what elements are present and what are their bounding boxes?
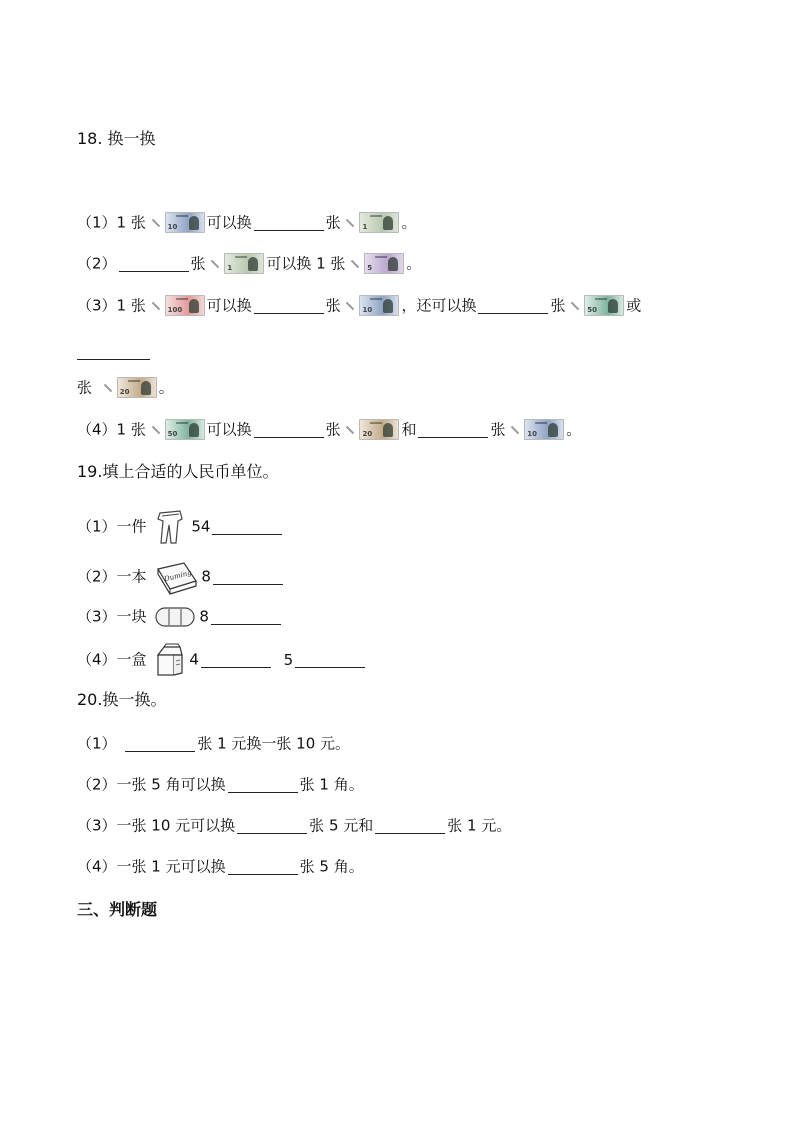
q19-item-4 <box>77 641 367 677</box>
answer-blank[interactable] <box>201 651 271 668</box>
pen-mark-icon <box>571 301 579 309</box>
item-text: 可以换 <box>206 213 252 232</box>
answer-blank[interactable] <box>119 255 189 272</box>
pen-mark-icon <box>346 425 354 433</box>
item-text: 张 <box>550 296 566 315</box>
q18-item-3 <box>77 292 641 318</box>
q20-title: 20.换一换。 <box>77 690 167 709</box>
item-value: 8 <box>199 607 209 626</box>
answer-blank[interactable] <box>478 297 548 314</box>
svg-text:Duming: Duming <box>163 568 193 583</box>
banknote-icon: 20 <box>117 377 157 398</box>
q18-item-3-end <box>77 374 174 400</box>
q18-item-2 <box>77 250 421 276</box>
q18-item-1 <box>77 209 416 235</box>
item-text: 张 <box>490 420 506 439</box>
q18-title: 18. 换一换 <box>77 129 156 148</box>
item-label: （2）一本 <box>77 567 147 586</box>
answer-blank[interactable] <box>254 297 324 314</box>
pen-mark-icon <box>346 301 354 309</box>
item-text: 可以换 1 张 <box>266 254 346 273</box>
book-icon <box>154 559 198 595</box>
item-label: （2）一张 5 角可以换 <box>77 775 226 794</box>
answer-blank[interactable] <box>213 568 283 585</box>
item-label: （4）一张 1 元可以换 <box>77 857 226 876</box>
pen-mark-icon <box>211 259 219 267</box>
q20-item-1 <box>77 730 350 756</box>
answer-blank[interactable] <box>237 817 307 834</box>
item-text: 张 <box>325 213 341 232</box>
answer-blank[interactable] <box>77 343 150 360</box>
item-text: 张 5 元和 <box>309 816 374 835</box>
q20-item-4 <box>77 853 364 879</box>
item-label: （3）一块 <box>77 607 147 626</box>
item-label: （3）一张 10 元可以换 <box>77 816 236 835</box>
q19-item-1 <box>77 508 284 544</box>
answer-blank[interactable] <box>295 651 365 668</box>
item-text: 。 <box>158 378 174 397</box>
q19-item-2 <box>77 558 285 594</box>
item-value: 54 <box>191 517 211 536</box>
pen-mark-icon <box>346 218 354 226</box>
banknote-icon: 5 <box>364 253 404 274</box>
q18-item-3-continued <box>77 338 152 364</box>
banknote-icon: 10 <box>359 295 399 316</box>
answer-blank[interactable] <box>375 817 445 834</box>
banknote-icon: 10 <box>165 212 205 233</box>
item-text: 张 1 角。 <box>299 775 364 794</box>
q18-item-4 <box>77 416 581 442</box>
eraser-icon <box>154 606 196 628</box>
answer-blank[interactable] <box>254 214 324 231</box>
item-text: 张 5 角。 <box>299 857 364 876</box>
pen-mark-icon <box>351 259 359 267</box>
item-text: 和 <box>401 420 417 439</box>
item-text: 张 <box>190 254 206 273</box>
item-label: （4）一盒 <box>77 650 147 669</box>
banknote-icon: 10 <box>524 419 564 440</box>
item-label: （1）一件 <box>77 517 147 536</box>
q20-item-3 <box>77 812 511 838</box>
q20-item-2 <box>77 771 364 797</box>
item-text: 张 <box>77 378 93 397</box>
answer-blank[interactable] <box>418 421 488 438</box>
banknote-icon: 1 <box>359 212 399 233</box>
pen-mark-icon <box>151 301 159 309</box>
item-text: 张 <box>325 296 341 315</box>
item-text: 可以换 <box>206 296 252 315</box>
banknote-icon: 100 <box>165 295 205 316</box>
item-label: （4）1 张 <box>77 420 146 439</box>
answer-blank[interactable] <box>125 735 195 752</box>
answer-blank[interactable] <box>228 858 298 875</box>
item-value: 8 <box>201 567 211 586</box>
banknote-icon: 50 <box>165 419 205 440</box>
item-text: 。 <box>566 420 582 439</box>
answer-blank[interactable] <box>212 518 282 535</box>
item-text: 张 1 元换一张 10 元。 <box>197 734 351 753</box>
answer-blank[interactable] <box>254 421 324 438</box>
banknote-icon: 50 <box>584 295 624 316</box>
pen-mark-icon <box>511 425 519 433</box>
item-value: 4 <box>189 650 199 669</box>
item-text: ，还可以换 <box>401 296 477 315</box>
section-3-title: 三、判断题 <box>77 900 158 919</box>
item-text: 张 <box>325 420 341 439</box>
milk-carton-icon <box>154 643 186 677</box>
q19-title: 19.填上合适的人民币单位。 <box>77 462 279 481</box>
banknote-icon: 20 <box>359 419 399 440</box>
item-text: 。 <box>401 213 417 232</box>
item-label: （1）1 张 <box>77 213 146 232</box>
pen-mark-icon <box>104 383 112 391</box>
answer-blank[interactable] <box>211 608 281 625</box>
item-text: 可以换 <box>206 420 252 439</box>
pants-icon <box>154 509 188 545</box>
item-label: （1） <box>77 734 117 753</box>
item-label: （3）1 张 <box>77 296 146 315</box>
item-value: 5 <box>283 650 294 669</box>
pen-mark-icon <box>151 218 159 226</box>
q19-item-3 <box>77 603 283 629</box>
banknote-icon: 1 <box>224 253 264 274</box>
answer-blank[interactable] <box>228 776 298 793</box>
item-text: 或 <box>626 296 642 315</box>
item-label: （2） <box>77 254 117 273</box>
item-text: 。 <box>406 254 422 273</box>
item-text: 张 1 元。 <box>447 816 512 835</box>
pen-mark-icon <box>151 425 159 433</box>
